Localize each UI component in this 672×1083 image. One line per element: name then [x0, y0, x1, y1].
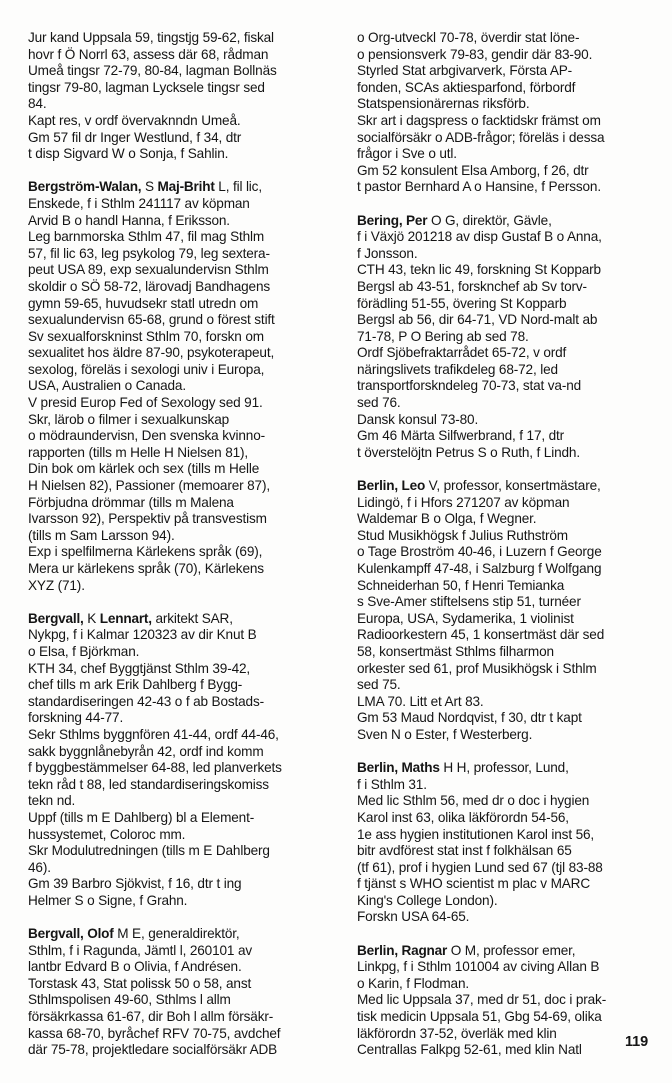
text-segment: H Nielsen 82), Passioner (memoarer 87),	[28, 478, 270, 494]
text-segment: Jur kand Uppsala 59, tingstjg 59-62, fiskal	[28, 30, 274, 45]
text-line	[357, 594, 670, 611]
entry-name: Bergström-Walan,	[28, 179, 142, 195]
text-segment: Leg barnmorska Sthlm 47, fil mag Sthlm	[28, 229, 265, 245]
entry-block	[28, 926, 341, 1059]
entry-block	[28, 611, 341, 910]
text-line	[28, 677, 341, 694]
text-segment: f i Sthlm 31.	[357, 776, 427, 792]
text-segment: Nykpg, f i Kalmar 120323 av dir Knut B	[28, 627, 257, 643]
text-line	[357, 113, 670, 130]
text-segment: Sven N o Ester, f Westerberg.	[357, 726, 533, 742]
text-segment: s Sve-Amer stiftelsens stip 51, turnéer	[357, 594, 581, 610]
text-segment: Schneiderhan 50, f Henri Temianka	[357, 577, 565, 593]
text-line	[357, 130, 670, 147]
entry-block	[28, 30, 341, 163]
text-segment: bitr avdförest stat inst f folkhälsan 65	[357, 843, 572, 859]
text-segment: Sthlmspolisen 49-60, Sthlms l allm	[28, 992, 231, 1008]
text-line	[357, 395, 670, 412]
text-line	[357, 727, 670, 744]
text-line	[357, 827, 670, 844]
text-line	[28, 760, 341, 777]
text-segment: 84.	[28, 96, 47, 112]
text-segment: o mödraundervisn, Den svenska kvinno-	[28, 428, 265, 444]
text-line	[28, 1026, 341, 1043]
text-segment: Umeå tingsr 72-79, 80-84, lagman Bollnäs	[28, 63, 277, 79]
text-segment: (tills m Sam Larsson 94).	[28, 527, 175, 543]
text-segment: Gm 39 Barbro Sjökvist, f 16, dtr t ing	[28, 876, 242, 892]
text-segment: Bergsl ab 43-51, forsknchef ab Sv torv-	[357, 278, 587, 294]
text-segment: sed 75.	[357, 677, 401, 693]
text-line	[357, 47, 670, 64]
text-segment: sexualitet hos äldre 87-90, psykoterapeut,	[28, 345, 275, 361]
text-segment: O G, direktör, Gävle,	[427, 212, 552, 228]
text-line	[357, 495, 670, 512]
text-line	[357, 511, 670, 528]
text-line	[357, 63, 670, 80]
text-columns	[28, 30, 670, 1059]
text-line	[28, 1042, 341, 1059]
text-segment: t överstelöjtn Petrus S o Ruth, f Lindh.	[357, 444, 580, 460]
text-line	[28, 561, 341, 578]
text-line	[357, 478, 670, 495]
text-line	[357, 329, 670, 346]
text-segment: Dansk konsul 73-80.	[357, 411, 479, 427]
entry-name: Bergvall, Olof	[28, 926, 114, 942]
text-segment: socialförsäkr o ADB-frågor; föreläs i dessa	[357, 129, 605, 145]
text-segment: rapporten (tills m Helle H Nielsen 81),	[28, 444, 249, 460]
text-segment: t pastor Bernhard A o Hansine, f Persson.	[357, 179, 601, 195]
text-line	[28, 30, 341, 47]
text-segment: transportforskndeleg 70-73, stat va-nd	[357, 378, 582, 394]
text-segment: sexolog, föreläs i sexologi univ i Europa,	[28, 361, 265, 377]
text-line	[28, 445, 341, 462]
text-line	[28, 827, 341, 844]
text-segment: Enskede, f i Sthlm 241117 av köpman	[28, 195, 250, 211]
text-line	[357, 30, 670, 47]
entry-block	[357, 478, 670, 744]
text-segment: O M, professor emer,	[447, 942, 576, 958]
text-segment: LMA 70. Litt et Art 83.	[357, 693, 484, 709]
text-segment: Din bok om kärlek och sex (tills m Helle	[28, 461, 260, 477]
text-line	[28, 378, 341, 395]
text-line	[357, 262, 670, 279]
text-segment: Sekr Sthlms byggnfören 41-44, ordf 44-46,	[28, 726, 279, 742]
text-segment: frågor i Sve o utl.	[357, 146, 457, 162]
text-segment: sexualundervisn 65-68, grund o förest stift	[28, 312, 275, 328]
text-line	[28, 959, 341, 976]
text-segment: Mera ur kärlekens språk (70), Kärlekens	[28, 561, 264, 576]
text-segment: 57, fil lic 63, leg psykolog 79, leg sextera-	[28, 245, 270, 261]
text-line	[28, 296, 341, 313]
text-segment: Ivarsson 92), Perspektiv på transvestism	[28, 511, 267, 527]
text-line	[28, 246, 341, 263]
text-line	[28, 1009, 341, 1026]
text-segment: förädling 51-55, övering St Kopparb	[357, 295, 567, 311]
text-segment: (tf 61), prof i hygien Lund sed 67 (tjl 83-88	[357, 859, 603, 875]
text-segment: t disp Sigvard W o Sonja, f Sahlin.	[28, 146, 229, 162]
text-segment: hovr f Ö Norrl 63, assess där 68, rådman	[28, 46, 269, 62]
text-segment: Sv sexualforskninst Sthlm 70, forskn om	[28, 328, 264, 344]
text-segment: 58, konsertmäst Sthlms filharmon	[357, 643, 554, 659]
entry-block	[357, 943, 670, 1059]
text-line	[357, 312, 670, 329]
text-segment: kassa 68-70, byråchef RFV 70-75, avdchef	[28, 1025, 281, 1041]
text-segment: tekn råd t 88, led standardiseringskomiss	[28, 776, 269, 792]
text-segment: Kulenkampff 47-48, i Salzburg f Wolfgang	[357, 561, 602, 576]
text-line	[357, 345, 670, 362]
text-line	[28, 461, 341, 478]
text-line	[28, 63, 341, 80]
text-segment: tingsr 79-80, lagman Lycksele tingsr sed	[28, 79, 265, 95]
text-line	[28, 329, 341, 346]
text-line	[357, 793, 670, 810]
entry-name: Berlin, Leo	[357, 478, 426, 494]
text-segment: peut USA 89, exp sexualundervisn Sthlm	[28, 262, 269, 278]
text-line	[357, 760, 670, 777]
text-segment: Torstask 43, Stat polissk 50 o 58, anst	[28, 975, 252, 991]
text-line	[28, 312, 341, 329]
text-line	[28, 196, 341, 213]
text-segment: V presid Europ Fed of Sexology sed 91.	[28, 395, 263, 411]
text-segment: o pensionsverk 79-83, gendir där 83-90.	[357, 46, 593, 62]
text-line	[28, 694, 341, 711]
text-segment: standardiseringen 42-43 o f ab Bostads-	[28, 693, 264, 709]
text-segment: försäkrkassa 61-67, dir Boh l allm försäkr-	[28, 1009, 274, 1025]
text-line	[28, 229, 341, 246]
text-line	[357, 710, 670, 727]
text-segment: orkester sed 61, prof Musikhögsk i Sthlm	[357, 660, 597, 676]
entry-name: Bering, Per	[357, 212, 428, 228]
text-segment: fonden, SCAs aktiesparfond, förbordf	[357, 79, 576, 95]
text-line	[28, 727, 341, 744]
text-line	[357, 976, 670, 993]
text-segment: tekn nd.	[28, 793, 76, 809]
text-line	[357, 661, 670, 678]
text-line	[28, 412, 341, 429]
text-line	[28, 992, 341, 1009]
text-line	[28, 362, 341, 379]
text-segment: K	[83, 610, 100, 626]
text-line	[357, 627, 670, 644]
text-line	[28, 146, 341, 163]
text-segment: Gm 57 fil dr Inger Westlund, f 34, dtr	[28, 129, 242, 145]
text-line	[28, 793, 341, 810]
text-line	[357, 163, 670, 180]
text-segment: o Tage Broström 40-46, i Luzern f George	[357, 544, 602, 560]
text-line	[357, 909, 670, 926]
text-segment: Gm 52 konsulent Elsa Amborg, f 26, dtr	[357, 162, 589, 178]
text-segment: King's College London).	[357, 892, 498, 908]
text-line	[28, 528, 341, 545]
text-line	[28, 511, 341, 528]
text-line	[28, 710, 341, 727]
entry-name: Maj-Briht	[157, 179, 215, 195]
text-segment: chef tills m ark Erik Dahlberg f Bygg-	[28, 677, 243, 693]
text-line	[357, 694, 670, 711]
text-line	[28, 876, 341, 893]
text-line	[28, 495, 341, 512]
text-line	[28, 810, 341, 827]
text-line	[357, 80, 670, 97]
text-line	[357, 179, 670, 196]
text-segment: 1e ass hygien institutionen Karol inst 56,	[357, 826, 595, 842]
text-line	[28, 345, 341, 362]
text-segment: Skr art i dagspress o facktidskr främst om	[357, 112, 601, 128]
text-segment: tisk medicin Uppsala 51, Gbg 54-69, olika	[357, 1009, 602, 1025]
text-segment: gymn 59-65, huvudsekr statl utredn om	[28, 295, 259, 311]
text-segment: Linkpg, f i Sthlm 101004 av civing Allan B	[357, 959, 600, 975]
text-segment: Arvid B o handl Hanna, f Eriksson.	[28, 212, 230, 228]
text-segment: f byggbestämmelser 64-88, led planverkets	[28, 760, 282, 776]
text-segment: Gm 53 Maud Nordqvist, f 30, dtr t kapt	[357, 710, 582, 726]
text-line	[357, 777, 670, 794]
text-segment: där 75-78, projektledare socialförsäkr ADB	[28, 1042, 278, 1058]
text-line	[28, 428, 341, 445]
text-segment: lantbr Edvard B o Olivia, f Andrésen.	[28, 959, 242, 975]
text-line	[28, 860, 341, 877]
text-line	[357, 893, 670, 910]
text-segment: Kapt res, v ordf övervaknndn Umeå.	[28, 112, 241, 128]
text-segment: o Elsa, f Björkman.	[28, 643, 140, 659]
text-line	[357, 578, 670, 595]
text-line	[357, 544, 670, 561]
text-segment: Helmer S o Signe, f Grahn.	[28, 892, 188, 908]
text-line	[357, 1026, 670, 1043]
page-number: 119	[625, 1034, 648, 1050]
text-segment: forskning 44-77.	[28, 710, 124, 726]
text-line	[28, 213, 341, 230]
text-segment: Forskn USA 64-65.	[357, 909, 470, 925]
text-line	[28, 96, 341, 113]
text-segment: Stud Musikhögsk f Julius Ruthström	[357, 527, 568, 543]
text-segment: H H, professor, Lund,	[439, 760, 569, 776]
text-line	[28, 578, 341, 595]
text-line	[357, 644, 670, 661]
text-segment: sakk byggnlånebyrån 42, ordf ind komm	[28, 743, 264, 759]
text-line	[357, 810, 670, 827]
text-segment: Waldemar B o Olga, f Wegner.	[357, 511, 537, 527]
text-line	[357, 611, 670, 628]
text-segment: Med lic Sthlm 56, med dr o doc i hygien	[357, 793, 590, 809]
text-line	[28, 179, 341, 196]
text-line	[28, 744, 341, 761]
entry-name: Berlin, Maths	[357, 760, 440, 776]
text-segment: Skr, lärob o filmer i sexualkunskap	[28, 411, 230, 427]
text-line	[357, 860, 670, 877]
text-line	[357, 959, 670, 976]
text-segment: skoldir o SÖ 58-72, lärovadj Bandhagens	[28, 278, 271, 294]
text-segment: Skr Modulutredningen (tills m E Dahlberg	[28, 843, 270, 859]
entry-block	[357, 213, 670, 462]
text-segment: o Org-utveckl 70-78, överdir stat löne-	[357, 30, 580, 45]
text-line	[28, 661, 341, 678]
text-segment: f tjänst s WHO scientist m plac v MARC	[357, 876, 590, 892]
text-segment: Styrled Stat arbgivarverk, Första AP-	[357, 63, 573, 79]
text-segment: arkitekt SAR,	[151, 610, 233, 626]
text-segment: Europa, USA, Sydamerika, 1 violinist	[357, 610, 574, 626]
text-line	[28, 976, 341, 993]
text-line	[357, 843, 670, 860]
text-segment: f Jonsson.	[357, 245, 418, 261]
text-line	[28, 611, 341, 628]
text-line	[357, 296, 670, 313]
text-line	[357, 146, 670, 163]
text-segment: M E, generaldirektör,	[113, 926, 240, 942]
text-line	[28, 395, 341, 412]
text-segment: näringslivets trafikdeleg 68-72, led	[357, 361, 558, 377]
text-line	[28, 893, 341, 910]
text-line	[357, 213, 670, 230]
text-line	[28, 627, 341, 644]
text-line	[357, 1042, 670, 1059]
text-line	[357, 528, 670, 545]
text-segment: KTH 34, chef Byggtjänst Sthlm 39-42,	[28, 660, 251, 676]
text-segment: f i Växjö 201218 av disp Gustaf B o Anna,	[357, 229, 602, 245]
text-line	[28, 47, 341, 64]
text-segment: Med lic Uppsala 37, med dr 51, doc i prak-	[357, 992, 607, 1008]
text-line	[357, 96, 670, 113]
text-line	[28, 943, 341, 960]
text-line	[28, 80, 341, 97]
text-segment: Lidingö, f i Hfors 271207 av köpman	[357, 494, 570, 510]
text-line	[28, 262, 341, 279]
text-line	[357, 246, 670, 263]
text-line	[28, 279, 341, 296]
text-segment: Karol inst 63, olika läkförordn 54-56,	[357, 809, 569, 825]
text-line	[357, 362, 670, 379]
entry-block	[357, 760, 670, 926]
entry-name: Berlin, Ragnar	[357, 942, 448, 958]
text-segment: 71-78, P O Bering ab sed 78.	[357, 328, 529, 344]
text-segment: Gm 46 Märta Silfwerbrand, f 17, dtr	[357, 428, 565, 444]
text-line	[357, 992, 670, 1009]
entry-name: Bergvall,	[28, 610, 84, 626]
text-segment: L, fil lic,	[214, 179, 262, 195]
text-column-right	[357, 30, 670, 1059]
text-segment: Radioorkestern 45, 1 konsertmäst där sed	[357, 627, 605, 643]
text-line	[357, 412, 670, 429]
text-line	[28, 926, 341, 943]
text-segment: S	[141, 179, 158, 195]
text-segment: Ordf Sjöbefraktarrådet 65-72, v ordf	[357, 345, 567, 361]
text-segment: hussystemet, Coloroc mm.	[28, 826, 186, 842]
text-segment: sed 76.	[357, 395, 401, 411]
text-line	[357, 677, 670, 694]
text-segment: Statspensionärernas riksförb.	[357, 96, 530, 112]
entry-name: Lennart,	[99, 610, 152, 626]
text-line	[28, 130, 341, 147]
text-line	[357, 561, 670, 578]
text-segment: läkförordn 37-52, överläk med klin	[357, 1025, 557, 1041]
text-line	[357, 229, 670, 246]
entry-block	[28, 179, 341, 594]
text-segment: CTH 43, tekn lic 49, forskning St Kopparb	[357, 262, 601, 278]
text-line	[357, 876, 670, 893]
text-line	[357, 445, 670, 462]
text-segment: 46).	[28, 859, 51, 875]
text-line	[357, 943, 670, 960]
text-line	[28, 544, 341, 561]
text-segment: Uppf (tills m E Dahlberg) bl a Element-	[28, 809, 255, 825]
text-segment: XYZ (71).	[28, 577, 85, 593]
text-segment: Bergsl ab 56, dir 64-71, VD Nord-malt ab	[357, 312, 598, 328]
text-line	[28, 113, 341, 130]
entry-block	[357, 30, 670, 196]
text-line	[28, 843, 341, 860]
text-line	[28, 478, 341, 495]
text-line	[28, 644, 341, 661]
text-segment: USA, Australien o Canada.	[28, 378, 186, 394]
text-segment: Exp i spelfilmerna Kärlekens språk (69),	[28, 544, 263, 560]
text-line	[357, 428, 670, 445]
text-column-left	[28, 30, 341, 1059]
text-line	[357, 279, 670, 296]
text-segment: Förbjudna drömmar (tills m Malena	[28, 494, 234, 510]
text-segment: Centrallas Falkpg 52-61, med klin Natl	[357, 1042, 582, 1058]
text-line	[357, 1009, 670, 1026]
text-line	[357, 378, 670, 395]
text-segment: o Karin, f Flodman.	[357, 975, 469, 991]
text-segment: Sthlm, f i Ragunda, Jämtl l, 260101 av	[28, 942, 253, 958]
text-segment: V, professor, konsertmästare,	[425, 478, 601, 494]
text-line	[28, 777, 341, 794]
